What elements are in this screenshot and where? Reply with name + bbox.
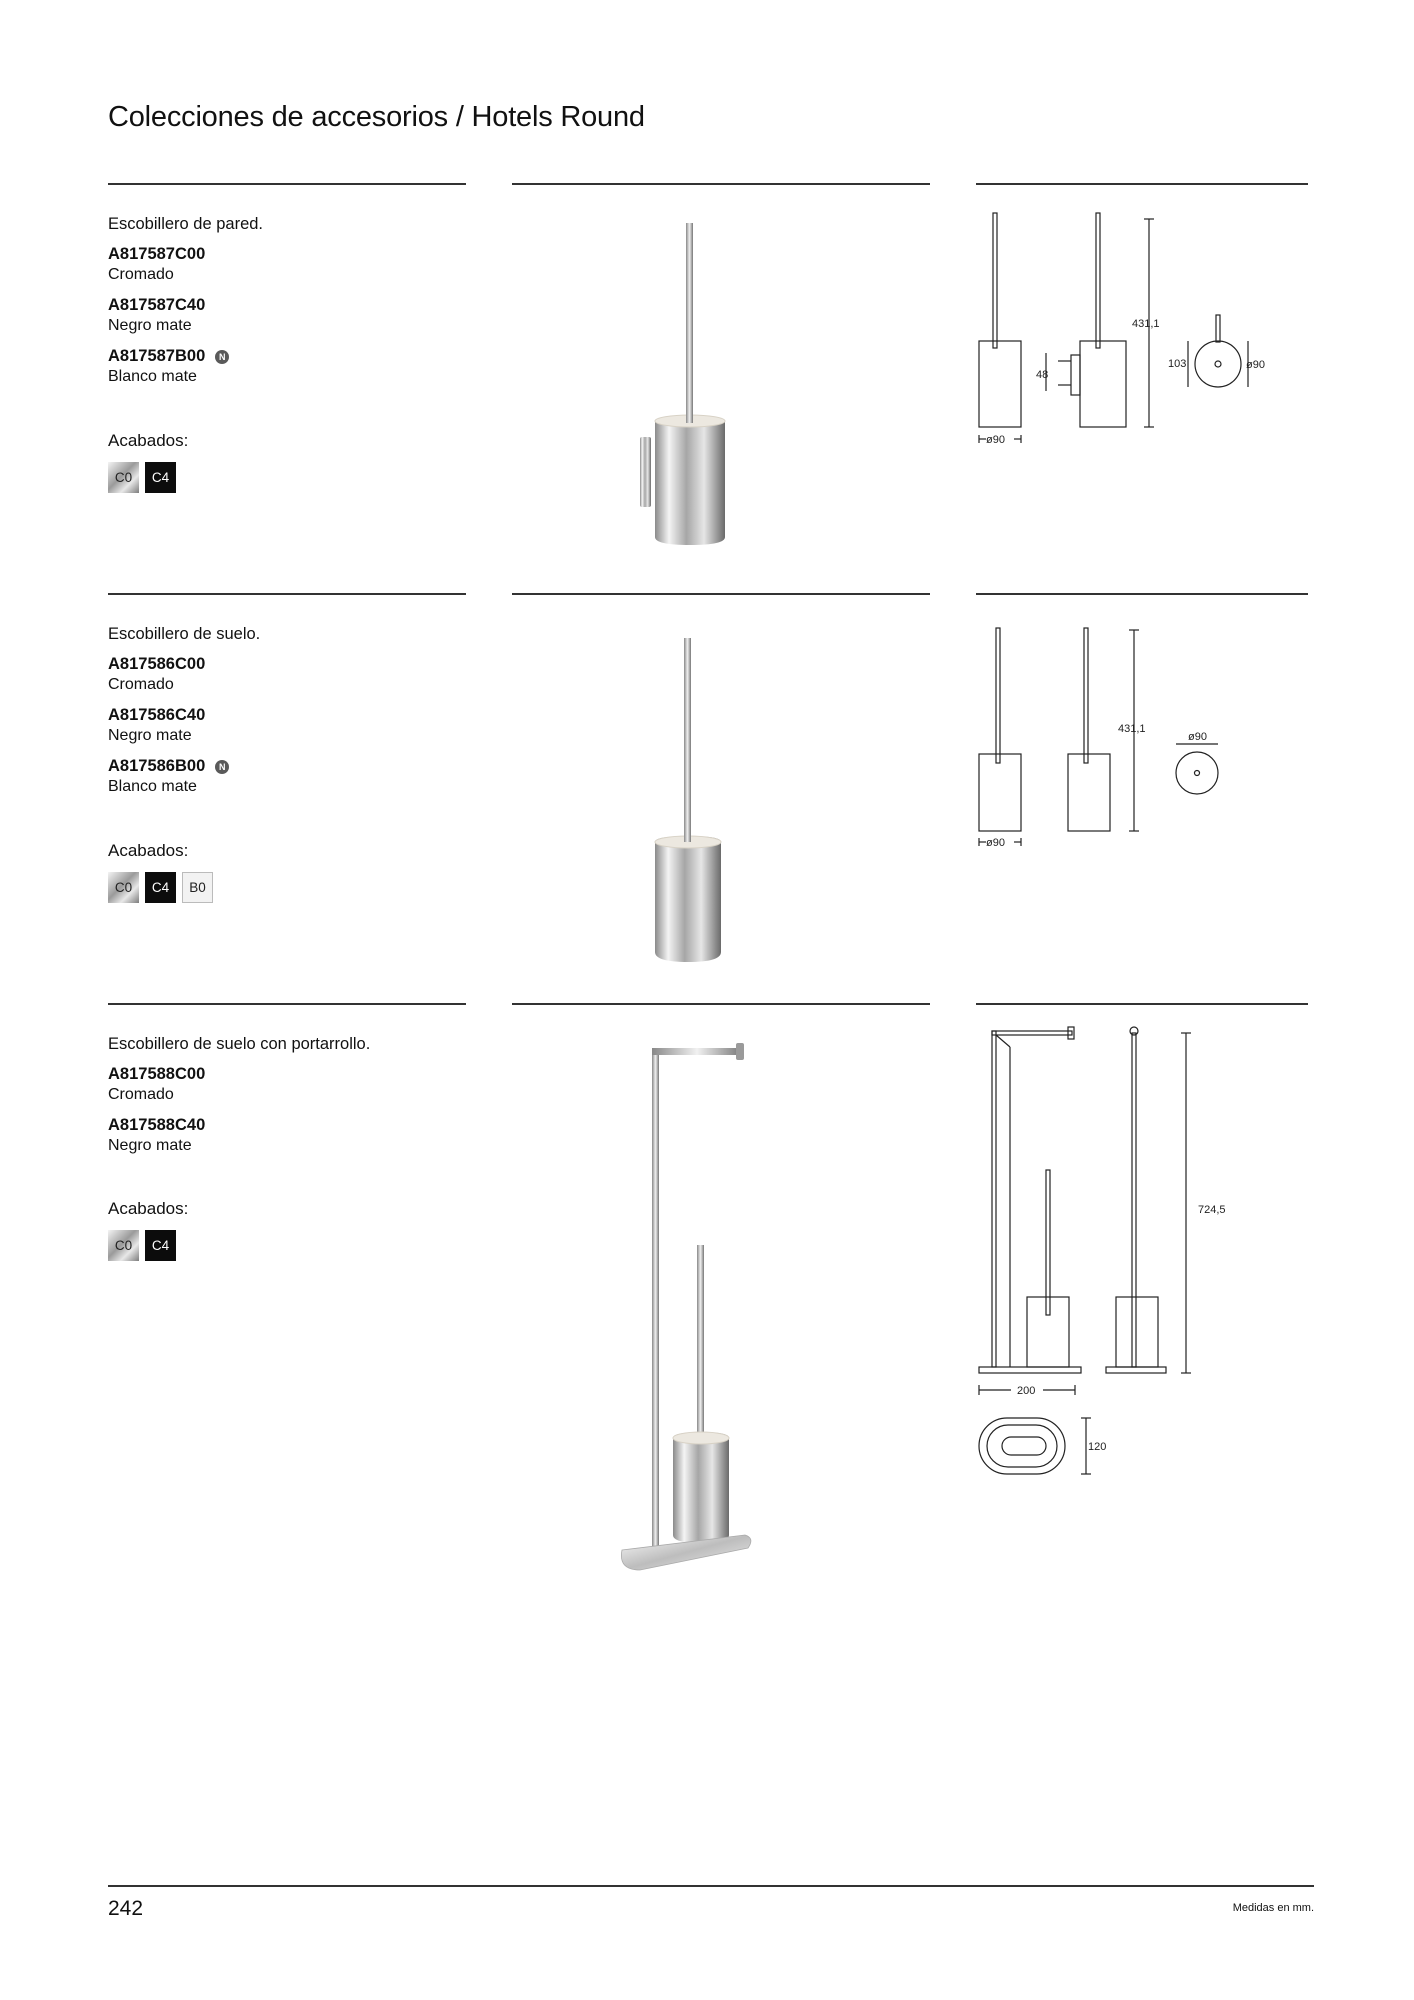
product-finish: Negro mate: [108, 317, 192, 334]
section-3-rule-photo: [512, 1003, 930, 1005]
swatch-chrome: C0: [108, 462, 139, 493]
swatch-black: C4: [145, 872, 176, 903]
measurement-note: Medidas en mm.: [1232, 1902, 1314, 1914]
dim-fixing: 48: [1036, 369, 1049, 381]
swatch-chrome: C0: [108, 1230, 139, 1261]
dim-wall-depth: 103: [1168, 358, 1187, 370]
code-block: [108, 245, 229, 284]
swatch-chrome: C0: [108, 872, 139, 903]
product-photo-brush-roll-holder: [610, 1030, 760, 1590]
acabados-label: Acabados:: [108, 841, 189, 860]
product-code: A817588C40: [108, 1116, 206, 1134]
page-title: Colecciones de accesorios / Hotels Round: [108, 101, 645, 133]
technical-drawing-floor-brush: [976, 620, 1306, 860]
dim-height: 431,1: [1132, 318, 1160, 330]
section-2-info: [108, 593, 468, 913]
product-code: A817586C40: [108, 706, 206, 724]
product-finish: Blanco mate: [108, 778, 197, 795]
page-number: 242: [108, 1897, 144, 1920]
code-block: [108, 706, 229, 745]
dim-depth: 120: [1088, 1441, 1107, 1453]
product-codes: [108, 1065, 205, 1167]
dim-height: 431,1: [1118, 723, 1146, 735]
swatch-white: B0: [182, 872, 213, 903]
code-block: [108, 296, 229, 335]
dim-height: 724,5: [1198, 1204, 1226, 1216]
acabados-label: Acabados:: [108, 1199, 189, 1218]
product-finish: Blanco mate: [108, 368, 197, 385]
section-1-info: [108, 183, 468, 503]
product-code: A817586B00: [108, 757, 206, 775]
footer-rule: [108, 1885, 1314, 1887]
code-block: [108, 1116, 205, 1155]
swatch-black: C4: [145, 1230, 176, 1261]
product-codes: [108, 245, 229, 398]
product-finish: Cromado: [108, 1086, 174, 1103]
code-block: [108, 757, 229, 796]
dim-diameter-top: ø90: [1188, 731, 1207, 743]
product-photo-floor-brush: [620, 630, 760, 970]
product-code: A817587C40: [108, 296, 206, 314]
section-3-info: [108, 1003, 468, 1303]
section-2-rule-photo: [512, 593, 930, 595]
dim-diameter-top: ø90: [1246, 359, 1265, 371]
section-3-rule-drawing: [976, 1003, 1308, 1005]
product-code: A817587C00: [108, 245, 206, 263]
product-code: A817587B00: [108, 347, 206, 365]
product-photo-wall-brush: [620, 215, 760, 555]
product-description: Escobillero de pared.: [108, 215, 264, 233]
swatch-black: C4: [145, 462, 176, 493]
new-badge-icon: N: [215, 350, 229, 364]
code-block: [108, 347, 229, 386]
code-block: [108, 655, 229, 694]
product-code: A817588C00: [108, 1065, 206, 1083]
product-codes: [108, 655, 229, 808]
code-block: [108, 1065, 205, 1104]
product-finish: Cromado: [108, 266, 174, 283]
product-code: A817586C00: [108, 655, 206, 673]
product-description: Escobillero de suelo con portarrollo.: [108, 1035, 371, 1053]
section-1-rule-drawing: [976, 183, 1308, 185]
finish-swatches: [108, 1230, 176, 1261]
product-finish: Cromado: [108, 676, 174, 693]
product-description: Escobillero de suelo.: [108, 625, 261, 643]
acabados-label: Acabados:: [108, 431, 189, 450]
product-finish: Negro mate: [108, 1137, 192, 1154]
product-finish: Negro mate: [108, 727, 192, 744]
finish-swatches: [108, 462, 176, 493]
technical-drawing-wall-brush: [976, 205, 1306, 450]
finish-swatches: [108, 872, 213, 903]
dim-diameter: ø90: [986, 837, 1005, 849]
section-1-rule-photo: [512, 183, 930, 185]
new-badge-icon: N: [215, 760, 229, 774]
section-2-rule-drawing: [976, 593, 1308, 595]
dim-diameter: ø90: [986, 434, 1005, 446]
dim-width: 200: [1017, 1385, 1036, 1397]
technical-drawing-brush-roll-holder: [976, 1025, 1306, 1505]
